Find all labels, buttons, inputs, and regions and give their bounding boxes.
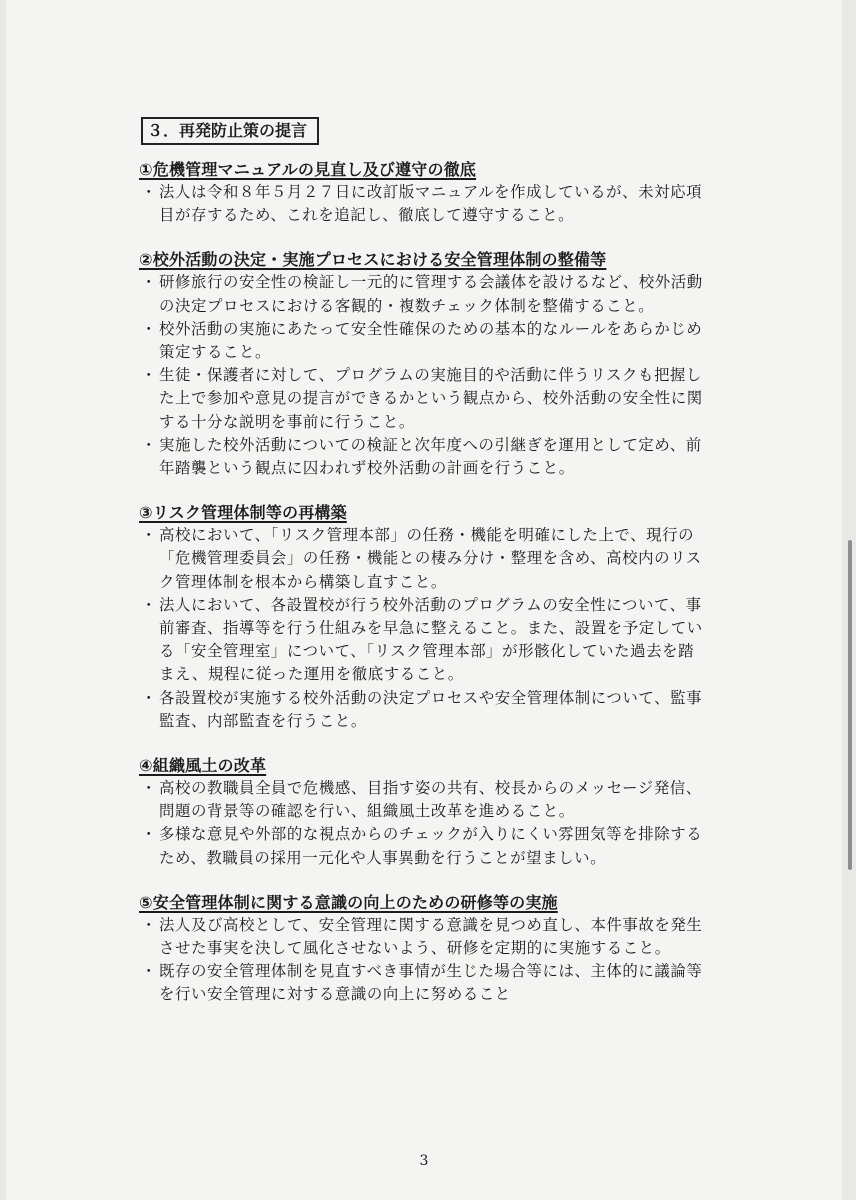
section: [139, 159, 739, 227]
bullet-line: させた事実を決して風化させないよう、研修を定期的に実施すること。: [159, 939, 671, 958]
bullet-line: た上で参加や意見の提言ができるかという観点から、校外活動の安全性に関: [159, 389, 703, 408]
bullet-marker: ・: [141, 962, 157, 981]
document-page: [6, 0, 842, 1200]
bullet-item: [139, 594, 739, 687]
section: [139, 892, 739, 1007]
section-title: ⑤安全管理体制に関する意識の向上のための研修等の実施: [139, 892, 558, 912]
sections-container: [139, 159, 739, 1007]
bullet-line: 校外活動の実施にあたって安全性確保のための基本的なルールをあらかじめ: [159, 319, 703, 338]
bullet-line: 法人及び高校として、安全管理に関する意識を見つめ直し、本件事故を発生: [159, 915, 703, 934]
bullet-line: 既存の安全管理体制を見直すべき事情が生じた場合等には、主体的に議論等: [159, 962, 703, 981]
section: [139, 502, 739, 733]
section-title: ②校外活動の決定・実施プロセスにおける安全管理体制の整備等: [139, 250, 607, 270]
bullet-item: [139, 777, 739, 823]
bullet-line: 策定すること。: [159, 343, 271, 362]
bullet-item: [139, 687, 739, 733]
bullet-marker: ・: [141, 915, 157, 934]
bullet-marker: ・: [141, 595, 157, 614]
bullet-line: 「危機管理委員会」の任務・機能との棲み分け・整理を含め、高校内のリス: [159, 549, 702, 568]
bullet-line: ため、教職員の採用一元化や人事異動を行うことが望ましい。: [159, 848, 607, 867]
bullet-marker: ・: [141, 319, 157, 338]
bullet-item: [139, 524, 739, 594]
bullet-marker: ・: [141, 825, 157, 844]
bullet-line: 前審査、指導等を行う仕組みを早急に整えること。また、設置を予定してい: [159, 619, 703, 638]
bullet-marker: ・: [141, 435, 157, 454]
bullet-marker: ・: [141, 366, 157, 385]
bullet-line: 目が存するため、これを追記し、徹底して遵守すること。: [159, 206, 575, 225]
bullet-item: [139, 271, 739, 317]
bullet-marker: ・: [141, 273, 157, 292]
bullet-line: 年踏襲という観点に囚われず校外活動の計画を行うこと。: [159, 459, 575, 478]
bullet-line: する十分な説明を事前に行うこと。: [159, 412, 415, 431]
bullet-item: [139, 181, 739, 227]
bullet-item: [139, 823, 739, 869]
bullet-marker: ・: [141, 688, 157, 707]
section: [139, 249, 739, 480]
section-title: ①危機管理マニュアルの見直し及び遵守の徹底: [139, 160, 477, 179]
bullet-line: 研修旅行の安全性の検証し一元的に管理する会議体を設けるなど、校外活動: [159, 273, 703, 292]
bullet-line: 実施した校外活動についての検証と次年度への引継ぎを運用として定め、前: [159, 435, 702, 454]
bullet-line: 問題の背景等の確認を行い、組織風土改革を進めること。: [159, 802, 575, 821]
bullet-line: まえ、規程に従った運用を徹底すること。: [159, 665, 464, 684]
bullet-line: 法人において、各設置校が行う校外活動のプログラムの安全性について、事: [159, 595, 702, 614]
bullet-line: 高校の教職員全員で危機感、目指す姿の共有、校長からのメッセージ発信、: [159, 779, 702, 798]
bullet-line: 高校において、「リスク管理本部」の任務・機能を明確にした上で、現行の: [159, 526, 695, 545]
section-title: ④組織風土の改革: [139, 756, 267, 776]
scrollbar[interactable]: [848, 540, 852, 870]
bullet-item: [139, 960, 739, 1006]
bullet-line: 法人は令和８年５月２７日に改訂版マニュアルを作成しているが、未対応項: [159, 183, 703, 201]
bullet-item: [139, 914, 739, 960]
bullet-marker: ・: [141, 779, 157, 798]
bullet-line: 各設置校が実施する校外活動の決定プロセスや安全管理体制について、監事: [159, 688, 703, 707]
chapter-heading: ３．再発防止策の提言: [141, 117, 319, 145]
bullet-item: [139, 434, 739, 480]
bullet-marker: ・: [141, 526, 157, 545]
section-title: ③リスク管理体制等の再構築: [139, 503, 347, 523]
bullet-item: [139, 318, 739, 364]
bullet-line: を行い安全管理に対する意識の向上に努めること: [159, 985, 511, 1004]
page-number: 3: [419, 1153, 429, 1169]
bullet-item: [139, 364, 739, 434]
bullet-line: 生徒・保護者に対して、プログラムの実施目的や活動に伴うリスクも把握し: [159, 366, 702, 385]
bullet-line: る「安全管理室」について、「リスク管理本部」が形骸化していた過去を踏: [159, 642, 695, 661]
document-body: [139, 117, 739, 1007]
bullet-line: ク管理体制を根本から構築し直すこと。: [159, 572, 447, 591]
bullet-marker: ・: [141, 183, 157, 201]
bullet-line: 多様な意見や外部的な視点からのチェックが入りにくい雰囲気等を排除する: [159, 825, 703, 844]
bullet-line: 監査、内部監査を行うこと。: [159, 711, 367, 730]
bullet-line: の決定プロセスにおける客観的・複数チェック体制を整備すること。: [159, 296, 655, 315]
section: [139, 755, 739, 870]
